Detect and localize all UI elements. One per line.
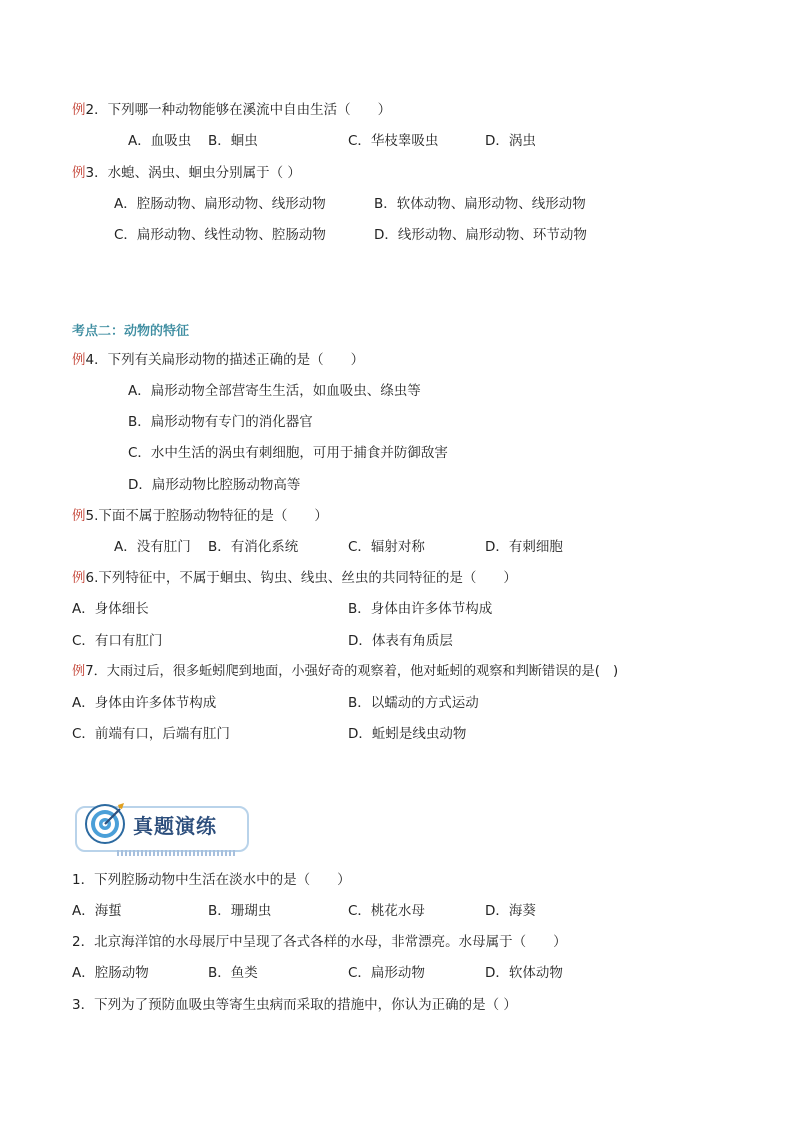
option-d: D．海葵: [485, 903, 536, 919]
question-3-stem: 3．下列为了预防血吸虫等寄生虫病而采取的措施中，你认为正确的是（ ）: [72, 997, 517, 1013]
example-label: 例: [72, 352, 86, 368]
option-d: D．扁形动物比腔肠动物高等: [128, 477, 301, 493]
section-heading: 考点二：动物的特征: [72, 324, 190, 339]
option-b: B．鱼类: [208, 965, 258, 981]
example-7-stem: [72, 662, 618, 682]
question-1-stem: 1．下列腔肠动物中生活在淡水中的是（ ）: [72, 872, 351, 888]
option-a: A．腔肠动物、扁形动物、线形动物: [114, 196, 326, 212]
example-text: 6.下列特征中，不属于蛔虫、钩虫、线虫、丝虫的共同特征的是（ ）: [85, 570, 517, 586]
section-banner: [75, 800, 247, 856]
example-label: 例: [72, 664, 86, 679]
option-d: D．线形动物、扁形动物、环节动物: [374, 227, 587, 243]
option-b: B．蛔虫: [208, 133, 258, 149]
option-d: D．蚯蚓是线虫动物: [348, 726, 467, 742]
example-text: 5.下面不属于腔肠动物特征的是（ ）: [85, 508, 328, 524]
option-b: B．有消化系统: [208, 539, 299, 555]
option-d: D．体表有角质层: [348, 633, 453, 649]
option-a: A．扁形动物全部营寄生生活，如血吸虫、绦虫等: [128, 383, 421, 399]
option-c: C．桃花水母: [348, 903, 425, 919]
example-label: 例: [72, 508, 86, 524]
banner-title: 真题演练: [133, 814, 217, 838]
example-text: 4．下列有关扁形动物的描述正确的是（ ）: [85, 352, 365, 368]
option-b: B．软体动物、扁形动物、线形动物: [374, 196, 586, 212]
question-2-stem: 2．北京海洋馆的水母展厅中呈现了各式各样的水母，非常漂亮。水母属于（ ）: [72, 934, 567, 950]
example-text: 3．水螅、涡虫、蛔虫分别属于（ ）: [85, 165, 301, 181]
option-b: B．身体由许多体节构成: [348, 601, 493, 617]
example-3-stem: [72, 163, 301, 183]
option-c: C．前端有口，后端有肛门: [72, 726, 230, 742]
option-c: C．扁形动物、线性动物、腔肠动物: [114, 227, 326, 243]
example-label: 例: [72, 570, 86, 586]
banner-stripe: [117, 850, 237, 856]
example-label: 例: [72, 165, 86, 181]
option-a: A．身体由许多体节构成: [72, 695, 217, 711]
option-c: C．辐射对称: [348, 539, 425, 555]
example-label: 例: [72, 102, 86, 118]
example-4-stem: [72, 350, 364, 370]
option-b: B．珊瑚虫: [208, 903, 272, 919]
option-c: C．扁形动物: [348, 965, 425, 981]
example-text: 2．下列哪一种动物能够在溪流中自由生活（ ）: [85, 102, 392, 118]
option-c: C．有口有肛门: [72, 633, 163, 649]
option-a: A．没有肛门: [114, 539, 191, 555]
option-a: A．身体细长: [72, 601, 149, 617]
option-d: D．涡虫: [485, 133, 536, 149]
option-d: D．软体动物: [485, 965, 563, 981]
option-a: A．海蜇: [72, 903, 122, 919]
option-b: B．扁形动物有专门的消化器官: [128, 414, 313, 430]
option-b: B．以蠕动的方式运动: [348, 695, 479, 711]
example-2-stem: [72, 100, 391, 120]
option-c: C．华枝睾吸虫: [348, 133, 439, 149]
option-a: A．腔肠动物: [72, 965, 149, 981]
example-text: 7．大雨过后，很多蚯蚓爬到地面，小强好奇的观察着，他对蚯蚓的观察和判断错误的是( ): [85, 664, 619, 679]
example-5-stem: [72, 506, 328, 526]
target-icon: [83, 800, 127, 844]
option-a: A．血吸虫: [128, 133, 192, 149]
example-6-stem: [72, 568, 517, 588]
option-c: C．水中生活的涡虫有刺细胞，可用于捕食并防御敌害: [128, 445, 448, 461]
option-d: D．有刺细胞: [485, 539, 563, 555]
